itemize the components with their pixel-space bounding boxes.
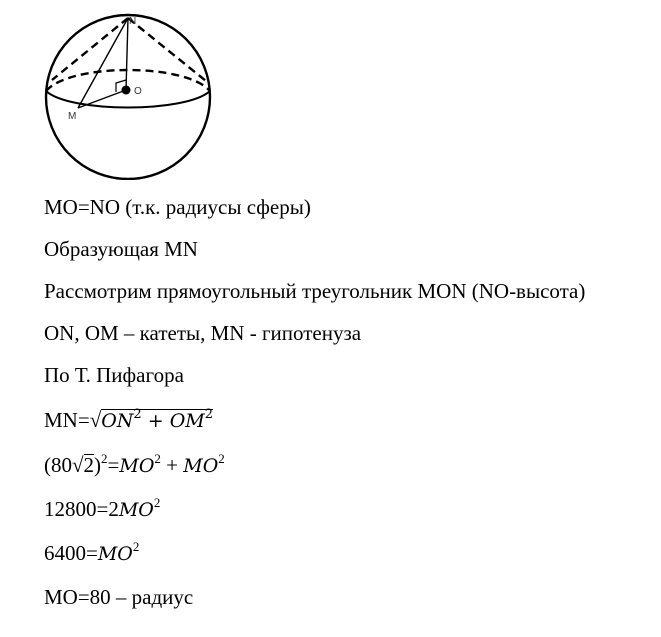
label-m: M xyxy=(68,111,77,122)
sphere-diagram xyxy=(40,8,216,180)
eq2-exp-2: 2 xyxy=(218,451,225,466)
eq4-exp: 2 xyxy=(132,539,140,554)
eq2-plus: + xyxy=(160,453,184,477)
radius-om xyxy=(78,90,126,108)
center-point-o xyxy=(122,86,131,95)
eq2-radicand: 2 xyxy=(83,453,95,477)
equation-12800 xyxy=(44,497,160,524)
eq1-term-on: ON xyxy=(101,410,134,432)
text-line-triangle: Рассмотрим прямоугольный треугольник MON (NO-высота) xyxy=(44,279,586,303)
eq2-equals: = xyxy=(107,453,120,477)
eq4-var: MO xyxy=(97,543,133,565)
eq2-exp-1: 2 xyxy=(154,451,161,466)
text-line-radii: MO=NO (т.к. радиусы сферы) xyxy=(44,195,311,219)
eq3-var: MO xyxy=(118,499,154,521)
eq2-close: ) xyxy=(94,453,102,477)
sqrt-sign: √ xyxy=(89,408,102,432)
label-o: O xyxy=(134,86,142,97)
eq4-lhs: 6400= xyxy=(44,541,98,565)
text-line-pythagoras: По Т. Пифагора xyxy=(44,363,184,387)
generatrix-mn xyxy=(78,18,128,108)
eq2-term-mo-1: MO xyxy=(119,455,155,477)
equation-6400 xyxy=(44,541,139,568)
cone-side-left xyxy=(52,18,128,80)
equation-substitution xyxy=(44,453,225,480)
eq1-radicand xyxy=(101,409,213,434)
eq2-exp-outer: 2 xyxy=(101,451,108,466)
label-n: N xyxy=(129,16,137,27)
eq2-sqrt-sign: √ xyxy=(72,453,84,477)
eq1-lhs: MN= xyxy=(44,408,90,432)
eq3-exp: 2 xyxy=(153,495,161,510)
text-line-generatrix: Образующая MN xyxy=(44,237,198,261)
eq1-exp-om: 2 xyxy=(204,407,214,422)
text-line-conclusion: MO=80 – радиус xyxy=(44,585,194,609)
eq1-plus: + xyxy=(141,410,170,432)
eq1-term-om: OM xyxy=(169,410,205,432)
equation-mn xyxy=(44,408,213,434)
eq2-open: (80 xyxy=(44,453,72,477)
text-line-legs: ON, OM – катеты, MN - гипотенуза xyxy=(44,321,362,345)
eq2-term-mo-2: MO xyxy=(183,455,219,477)
eq3-lhs: 12800=2 xyxy=(44,497,119,521)
height-no xyxy=(126,18,128,90)
eq1-exp-on: 2 xyxy=(133,407,142,422)
